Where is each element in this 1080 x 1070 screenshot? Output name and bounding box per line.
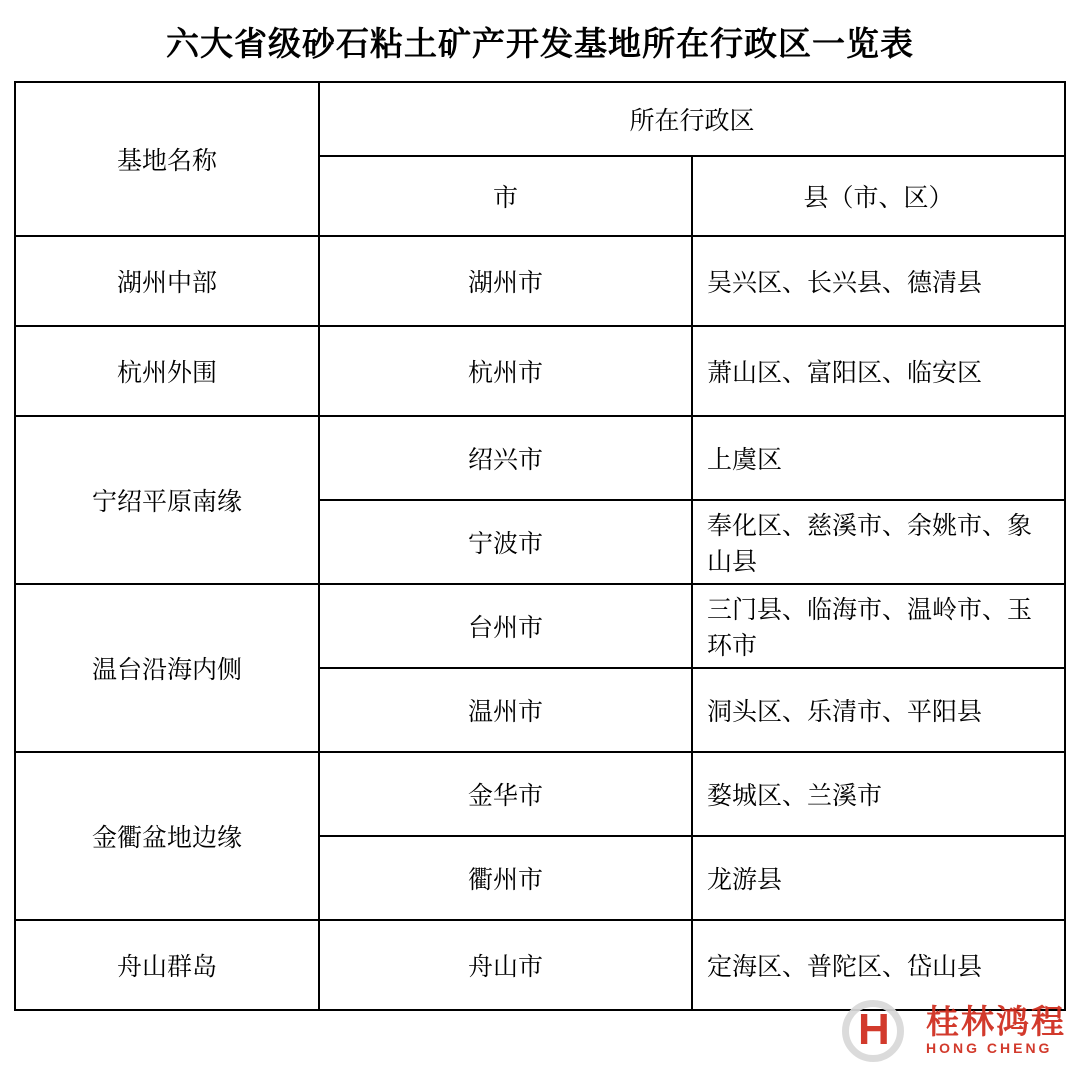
cell-county: 洞头区、乐清市、平阳县: [692, 668, 1065, 752]
table-row: [15, 584, 1065, 668]
table-header: [15, 82, 1065, 236]
cell-city: 宁波市: [319, 500, 692, 584]
table-body: [15, 236, 1065, 1010]
cell-county: 定海区、普陀区、岱山县: [692, 920, 1065, 1010]
cell-city: 衢州市: [319, 836, 692, 920]
header-county: 县（市、区）: [692, 156, 1065, 236]
cell-base-name: 杭州外围: [15, 326, 319, 416]
cell-county: 吴兴区、长兴县、德清县: [692, 236, 1065, 326]
cell-base-name: 舟山群岛: [15, 920, 319, 1010]
table-row: [15, 416, 1065, 500]
administrative-region-table: [14, 81, 1066, 1011]
cell-city: 金华市: [319, 752, 692, 836]
page-title: 六大省级砂石粘土矿产开发基地所在行政区一览表: [166, 27, 914, 63]
cell-county: 龙游县: [692, 836, 1065, 920]
watermark-logo-letter: H: [858, 1005, 890, 1054]
cell-county: 上虞区: [692, 416, 1065, 500]
cell-base-name: 温台沿海内侧: [15, 584, 319, 752]
cell-city: 温州市: [319, 668, 692, 752]
cell-county: 萧山区、富阳区、临安区: [692, 326, 1065, 416]
cell-county: 婺城区、兰溪市: [692, 752, 1065, 836]
header-city: 市: [319, 156, 692, 236]
header-region-group: 所在行政区: [319, 82, 1065, 156]
cell-base-name: 宁绍平原南缘: [15, 416, 319, 584]
cell-county: 奉化区、慈溪市、余姚市、象山县: [692, 500, 1065, 584]
watermark-name-cn: 桂林鸿程: [926, 1005, 1066, 1042]
cell-base-name: 湖州中部: [15, 236, 319, 326]
cell-city: 台州市: [319, 584, 692, 668]
cell-city: 舟山市: [319, 920, 692, 1010]
table-row: [15, 752, 1065, 836]
watermark-text: [926, 1006, 1066, 1055]
watermark-name-en: HONG CHENG: [926, 1039, 1053, 1056]
cell-county: 三门县、临海市、温岭市、玉环市: [692, 584, 1065, 668]
table-header-row-1: [15, 82, 1065, 156]
table-row: [15, 920, 1065, 1010]
cell-city: 湖州市: [319, 236, 692, 326]
table-row: [15, 326, 1065, 416]
cell-city: 绍兴市: [319, 416, 692, 500]
header-base-name: 基地名称: [15, 82, 319, 236]
table-row: [15, 236, 1065, 326]
cell-city: 杭州市: [319, 326, 692, 416]
cell-base-name: 金衢盆地边缘: [15, 752, 319, 920]
